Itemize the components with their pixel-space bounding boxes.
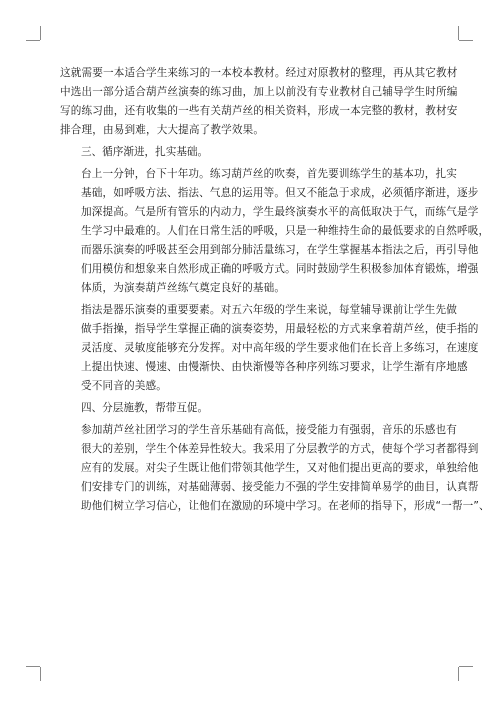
section-heading: 三、循序渐进，扎实基础。: [81, 146, 209, 158]
text-line: 应有的发展。对尖子生既让他们带领其他学生，又对他们提出更高的要求，单独给他: [81, 462, 479, 474]
crop-mark-bottom-left-horizontal: [26, 666, 40, 667]
text-line: 助他们树立学习信心，让他们在激励的环境中学习。在老师的指导下，形成“一帮一”、: [81, 500, 490, 512]
text-line: 生学习中最难的。人们在日常生活的呼吸，只是一种维持生命的最低要求的自然呼吸，: [81, 225, 490, 237]
text-line: 排合理，由易到难，大大提高了教学效果。: [60, 124, 265, 136]
text-line: 体质，为演奏葫芦丝练气奠定良好的基础。: [81, 282, 286, 294]
text-line: 中选出一部分适合葫芦丝演奏的练习曲，加上以前没有专业教材自己辅导学生时所编: [60, 86, 458, 98]
text-line: 们用模仿和想象来自然形成正确的呼吸方式。同时鼓励学生积极参加体育锻炼，增强: [81, 263, 479, 275]
crop-mark-bottom-right-vertical: [458, 667, 459, 681]
text-line: 这就需要一本适合学生来练习的一本校本教材。经过对原教材的整理，再从其它教材: [60, 67, 458, 79]
text-line: 们安排专门的训练，对基础薄弱、接受能力不强的学生安排简单易学的曲目，认真帮: [81, 481, 479, 493]
text-line: 上提出快速、慢速、由慢渐快、由快渐慢等各种序列练习要求，让学生渐有序地感: [81, 361, 468, 373]
text-line: 写的练习曲，还有收集的一些有关葫芦丝的相关资料，形成一本完整的教材，教材安: [60, 105, 458, 117]
text-line: 加深提高。气是所有管乐的内动力，学生最终演奏水平的高低取决于气，而练气是学: [81, 206, 479, 218]
text-line: 指法是器乐演奏的重要要素。对五六年级的学生来说，每堂辅导课前让学生先做: [81, 304, 458, 316]
text-line: 很大的差别，学生个体差异性较大。我采用了分层教学的方式，使每个学习者都得到: [81, 443, 479, 455]
document-body: [60, 64, 490, 519]
text-line: 做手指操，指导学生掌握正确的演奏姿势，用最轻松的方式来拿着葫芦丝，使手指的: [81, 323, 479, 335]
body-paragraph: [60, 421, 490, 516]
text-line: 基础，如呼吸方法、指法、气息的运用等。但又不能急于求成，必须循序渐进，逐步: [81, 187, 479, 199]
section-heading: 四、分层施教，帮带互促。: [81, 402, 209, 414]
crop-mark-top-left-vertical: [40, 26, 41, 40]
text-line: 而器乐演奏的呼吸甚至会用到部分肺活量练习，在学生掌握基本指法之后，再引导他: [81, 244, 479, 256]
body-paragraph: [60, 301, 479, 396]
text-line: 参加葫芦丝社团学习的学生音乐基础有高低，接受能力有强弱，音乐的乐感也有: [81, 424, 458, 436]
crop-mark-top-right-vertical: [458, 26, 459, 40]
crop-mark-top-left-horizontal: [26, 40, 40, 41]
crop-mark-top-right-horizontal: [459, 40, 473, 41]
crop-mark-bottom-right-horizontal: [459, 666, 473, 667]
body-paragraph: [60, 165, 490, 298]
crop-mark-bottom-left-vertical: [40, 667, 41, 681]
body-paragraph: [60, 64, 458, 140]
text-line: 灵活度、灵敏度能够充分发挥。对中高年级的学生要求他们在长音上多练习，在速度: [81, 342, 479, 354]
text-line: 受不同音的美感。: [81, 380, 167, 392]
text-line: 台上一分钟，台下十年功。练习葫芦丝的吹奏，首先要训练学生的基本功，扎实: [81, 168, 458, 180]
